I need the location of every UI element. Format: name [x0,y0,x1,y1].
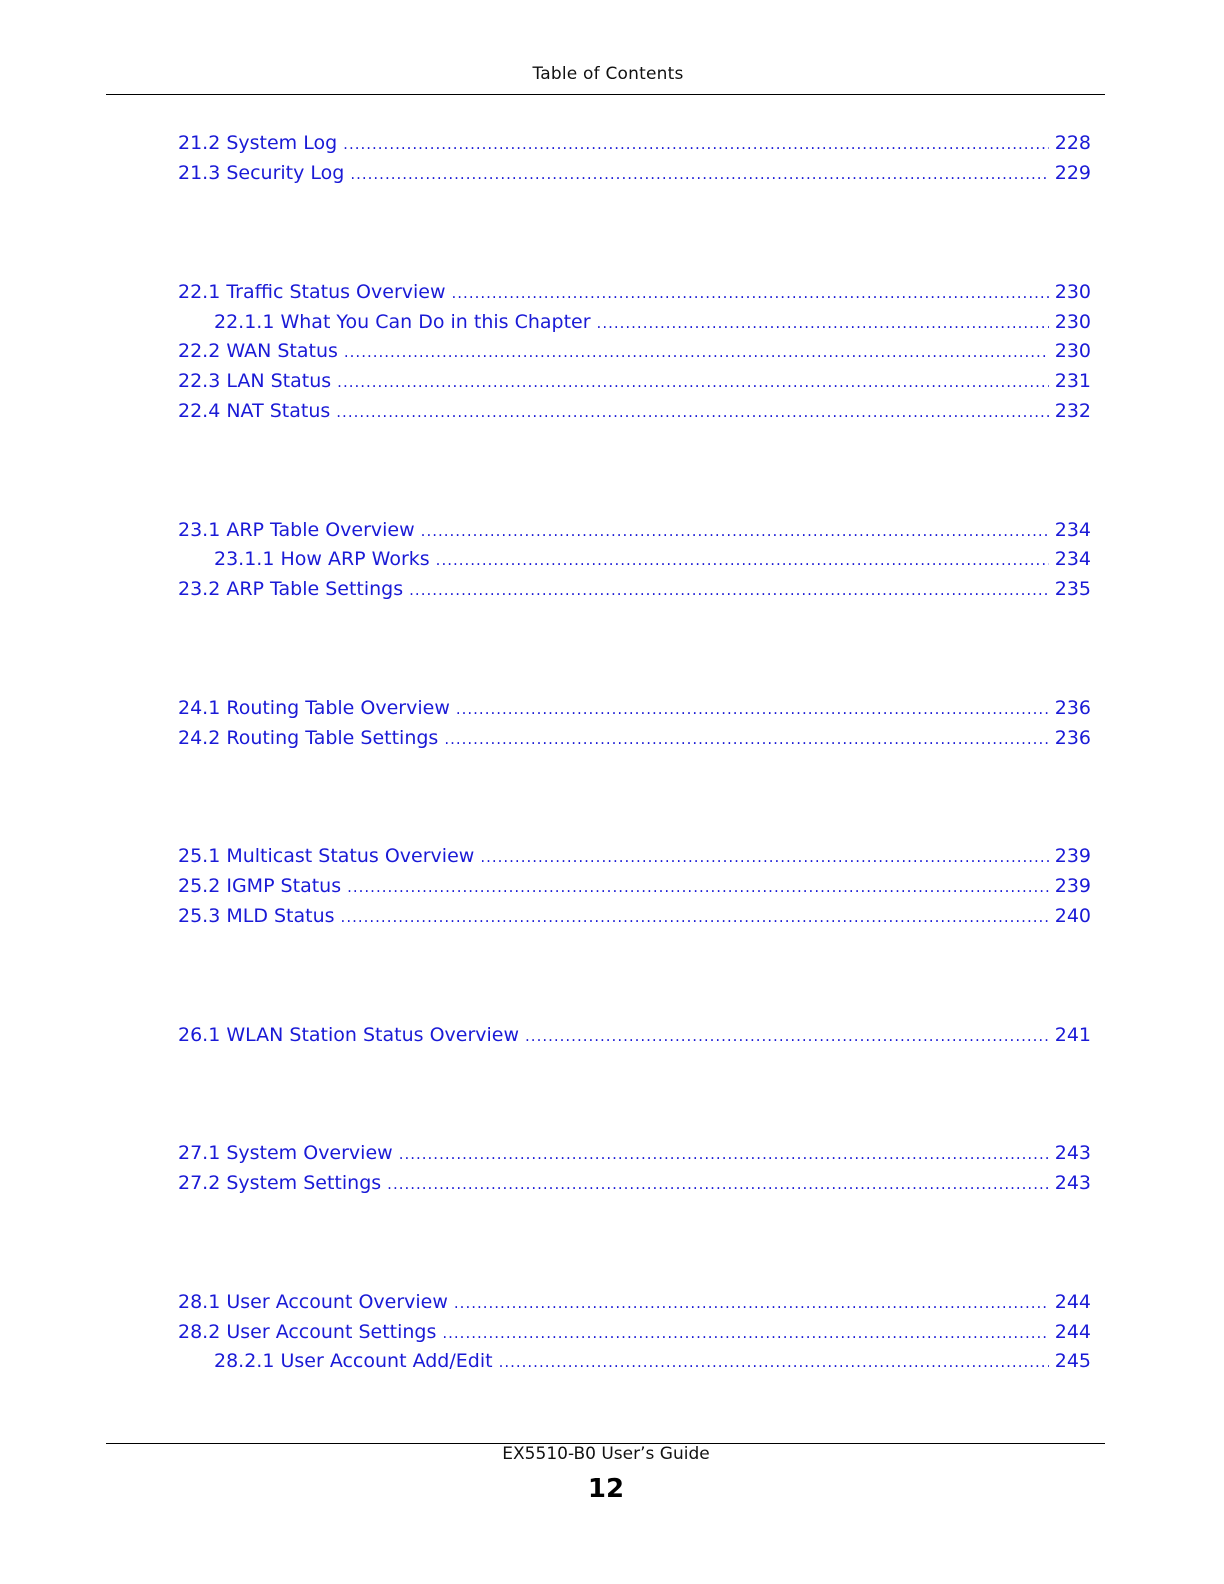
toc-entry-label: 24.1 Routing Table Overview [178,697,450,719]
toc-dot-leader [343,135,1049,153]
toc-entry[interactable] [178,905,1091,933]
toc-entry[interactable] [178,845,1091,873]
toc-entry-page: 230 [1054,340,1091,362]
toc-dot-leader [421,522,1049,540]
toc-entry[interactable] [178,697,1091,725]
toc-dot-leader [480,848,1048,866]
toc-entry-page: 230 [1054,281,1091,303]
toc-entry-label: 22.3 LAN Status [178,370,332,392]
toc-dot-leader [525,1027,1049,1045]
toc-entry[interactable] [214,1350,1091,1378]
toc-entry-label: 27.2 System Settings [178,1172,382,1194]
toc-entry-page: 244 [1054,1291,1091,1313]
toc-entry[interactable] [178,1291,1091,1319]
toc-dot-leader [456,700,1049,718]
page-header-title: Table of Contents [532,64,684,84]
toc-entry[interactable] [178,281,1091,309]
toc-entry-label: 22.4 NAT Status [178,400,331,422]
toc-entry-label: 24.2 Routing Table Settings [178,727,439,749]
toc-entry-label: 22.1 Traffic Status Overview [178,281,446,303]
toc-entry-label: 21.2 System Log [178,132,338,154]
toc-entry[interactable] [178,727,1091,755]
toc-entry-page: 236 [1054,727,1091,749]
toc-entry[interactable] [178,519,1091,547]
toc-entry-label: 23.1 ARP Table Overview [178,519,415,541]
toc-dot-leader [454,1294,1049,1312]
toc-dot-leader [442,1324,1048,1342]
toc-entry-page: 239 [1054,845,1091,867]
toc-entry-page: 231 [1054,370,1091,392]
toc-dot-leader [597,314,1049,332]
toc-entry-page: 234 [1054,548,1091,570]
toc-entry-page: 236 [1054,697,1091,719]
toc-entry[interactable] [178,400,1091,428]
toc-entry[interactable] [214,548,1091,576]
toc-dot-leader [499,1353,1049,1371]
toc-entry-page: 239 [1054,875,1091,897]
toc-entry-label: 22.2 WAN Status [178,340,338,362]
toc-dot-leader [341,908,1049,926]
toc-entry-label: 25.2 IGMP Status [178,875,342,897]
toc-entry-page: 243 [1054,1172,1091,1194]
toc-entry-label: 22.1.1 What You Can Do in this Chapter [214,311,591,333]
toc-entry-page: 228 [1054,132,1091,154]
toc-entry-page: 241 [1054,1024,1091,1046]
toc-entry-label: 28.1 User Account Overview [178,1291,448,1313]
toc-entry-label: 27.1 System Overview [178,1142,393,1164]
toc-entry-page: 230 [1054,311,1091,333]
toc-entry[interactable] [214,311,1091,339]
toc-entry-label: 25.1 Multicast Status Overview [178,845,475,867]
toc-entry-page: 244 [1054,1321,1091,1343]
toc-entry[interactable] [178,370,1091,398]
toc-entry[interactable] [178,1024,1091,1052]
toc-entry-label: 25.3 MLD Status [178,905,335,927]
toc-entry[interactable] [178,1321,1091,1349]
toc-dot-leader [436,551,1049,569]
toc-entry-label: 23.1.1 How ARP Works [214,548,430,570]
toc-entry-label: 28.2.1 User Account Add/Edit [214,1350,493,1372]
toc-entry-page: 235 [1054,578,1091,600]
header-divider [106,94,1105,95]
toc-entry-page: 232 [1054,400,1091,422]
toc-dot-leader [387,1175,1049,1193]
footer-guide-title: EX5510-B0 User’s Guide [502,1444,710,1464]
toc-entry[interactable] [178,1172,1091,1200]
toc-entry-page: 243 [1054,1142,1091,1164]
toc-dot-leader [344,343,1049,361]
toc-entry[interactable] [178,340,1091,368]
toc-entry-label: 26.1 WLAN Station Status Overview [178,1024,520,1046]
toc-entry-label: 28.2 User Account Settings [178,1321,437,1343]
toc-dot-leader [409,581,1049,599]
page-number: 12 [587,1474,625,1504]
toc-entry[interactable] [178,162,1091,190]
toc-dot-leader [336,403,1048,421]
toc-dot-leader [452,284,1049,302]
toc-entry-page: 234 [1054,519,1091,541]
toc-entry[interactable] [178,578,1091,606]
toc-entry-label: 23.2 ARP Table Settings [178,578,404,600]
toc-entry-page: 245 [1054,1350,1091,1372]
toc-entry[interactable] [178,875,1091,903]
toc-entry[interactable] [178,1142,1091,1170]
toc-dot-leader [444,730,1048,748]
toc-entry-page: 240 [1054,905,1091,927]
toc-entry-label: 21.3 Security Log [178,162,345,184]
toc-dot-leader [350,165,1048,183]
toc-entry-page: 229 [1054,162,1091,184]
toc-dot-leader [337,373,1049,391]
toc-dot-leader [399,1145,1049,1163]
toc-dot-leader [347,878,1049,896]
toc-entry[interactable] [178,132,1091,160]
